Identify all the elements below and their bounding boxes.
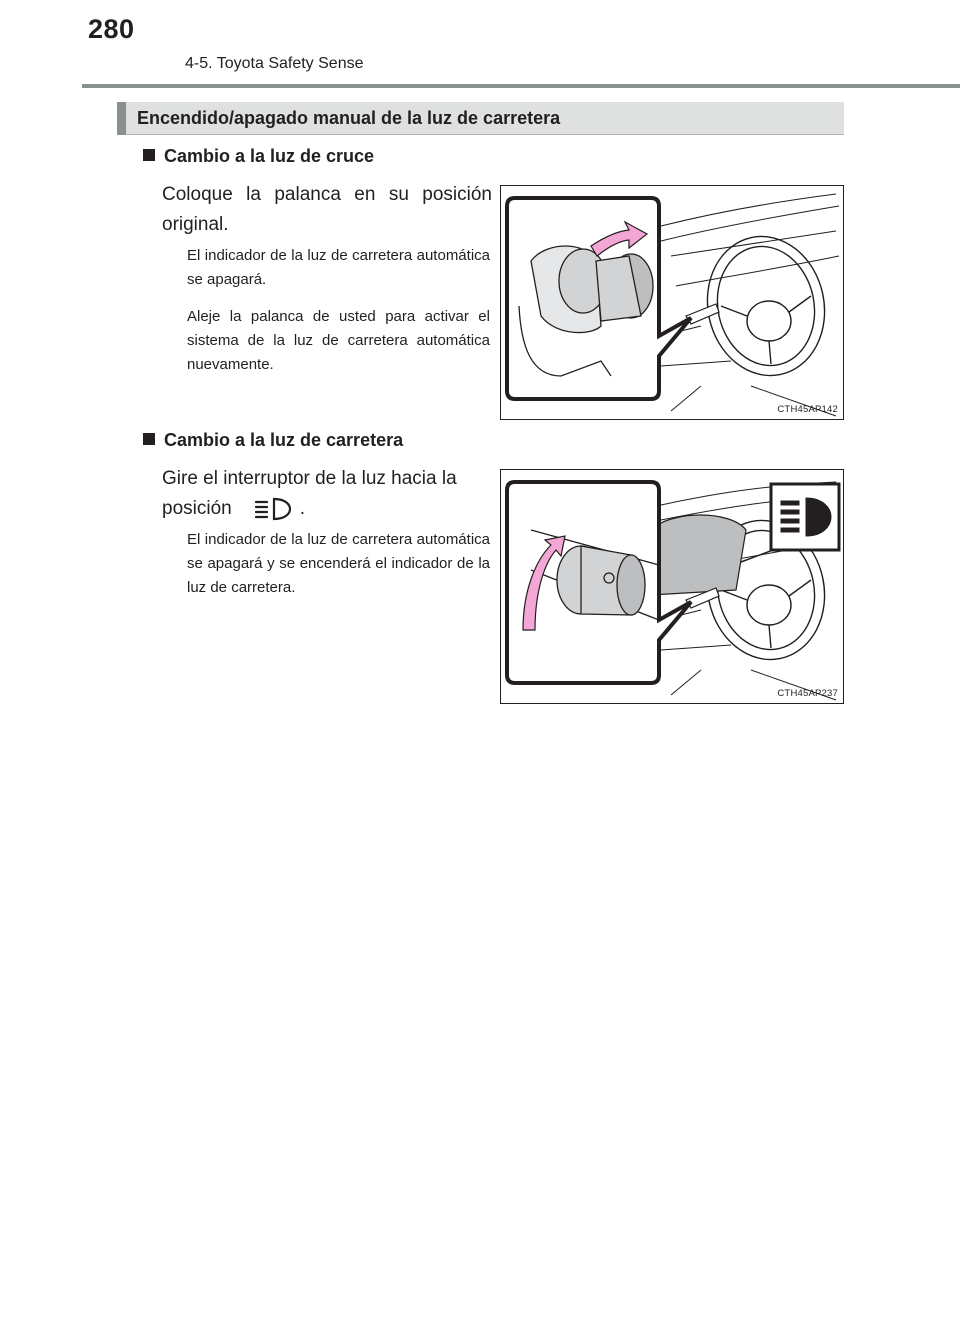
topic-title: Encendido/apagado manual de la luz de carretera (137, 108, 561, 128)
topic-bar (117, 102, 844, 135)
lever-illustration (501, 186, 845, 421)
subheading-high-beam (143, 430, 403, 451)
note-low-beam-2: Aleje la palanca de usted para activar el sistema de la luz de carretera automática nuevamente. (187, 308, 490, 373)
header-rule (82, 84, 960, 88)
instruction-line: Coloque la palanca en su posición (162, 184, 492, 205)
subheading-text: Cambio a la luz de cruce (164, 146, 375, 166)
figure-low-beam (500, 185, 844, 420)
switch-illustration (501, 470, 845, 705)
note-high-beam-1: El indicador de la luz de carretera automática se apagará y se encenderá el indicador de la luz de carretera. (187, 531, 490, 596)
page-number: 280 (88, 14, 135, 44)
subheading-text: Cambio a la luz de carretera (164, 430, 404, 450)
square-bullet-icon (143, 433, 155, 445)
figure-high-beam (500, 469, 844, 704)
section-title: 4-5. Toyota Safety Sense (185, 55, 364, 72)
instruction-low-beam (162, 180, 492, 240)
note-low-beam-1: El indicador de la luz de carretera automática se apagará. (187, 247, 490, 288)
figure-code: CTH45AP142 (777, 404, 838, 415)
square-bullet-icon (143, 149, 155, 161)
instruction-text: posición (162, 498, 232, 519)
instruction-line: original. (162, 214, 229, 235)
instruction-text: . (299, 498, 305, 519)
instruction-line: Gire el interruptor de la luz hacia la (162, 468, 457, 489)
figure-code: CTH45AP237 (777, 688, 838, 699)
topic-accent (117, 102, 126, 135)
instruction-high-beam (162, 464, 492, 534)
subheading-low-beam (143, 146, 374, 167)
